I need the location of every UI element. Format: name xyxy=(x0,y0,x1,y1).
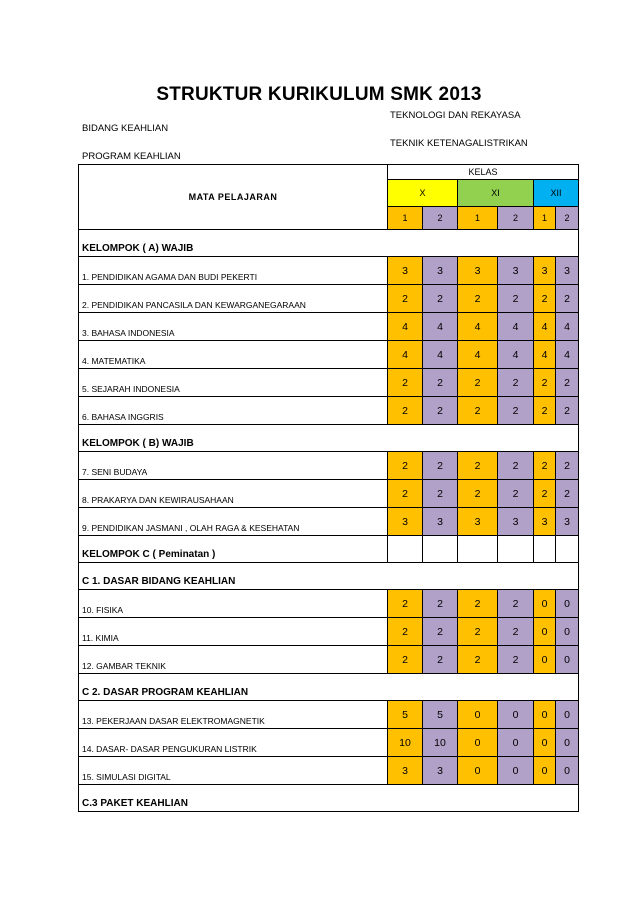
hours-cell: 2 xyxy=(458,397,498,425)
hours-cell: 4 xyxy=(498,341,534,369)
subject-name: 9. PENDIDIKAN JASMANI , OLAH RAGA & KESEHATAN xyxy=(79,508,388,536)
subject-row xyxy=(79,618,579,646)
hours-cell: 3 xyxy=(423,257,458,285)
hours-cell: 4 xyxy=(423,313,458,341)
hours-cell: 10 xyxy=(388,729,423,757)
hours-cell: 3 xyxy=(458,508,498,536)
semester-header: 2 xyxy=(498,207,534,230)
kelas-header: KELAS xyxy=(388,165,579,180)
hours-cell: 2 xyxy=(458,646,498,674)
hours-cell: 4 xyxy=(556,341,579,369)
hours-cell: 0 xyxy=(534,618,556,646)
group-title: C 2. DASAR PROGRAM KEAHLIAN xyxy=(79,674,579,701)
group-title: C.3 PAKET KEAHLIAN xyxy=(79,785,579,812)
subject-name: 3. BAHASA INDONESIA xyxy=(79,313,388,341)
hours-cell: 2 xyxy=(388,646,423,674)
hours-cell: 0 xyxy=(556,646,579,674)
group-row xyxy=(79,536,579,563)
subject-name: 7. SENI BUDAYA xyxy=(79,452,388,480)
hours-cell: 0 xyxy=(556,729,579,757)
semester-header: 1 xyxy=(388,207,423,230)
hours-cell: 4 xyxy=(556,313,579,341)
subject-row xyxy=(79,313,579,341)
hours-cell: 0 xyxy=(556,701,579,729)
hours-cell: 2 xyxy=(556,452,579,480)
hours-cell: 5 xyxy=(388,701,423,729)
hours-cell: 2 xyxy=(534,285,556,313)
hours-cell: 0 xyxy=(498,729,534,757)
subject-row xyxy=(79,257,579,285)
subject-name: 5. SEJARAH INDONESIA xyxy=(79,369,388,397)
hours-cell: 3 xyxy=(498,508,534,536)
hours-cell: 3 xyxy=(556,508,579,536)
hours-cell: 2 xyxy=(534,369,556,397)
hours-cell: 2 xyxy=(534,480,556,508)
subject-name: 8. PRAKARYA DAN KEWIRAUSAHAAN xyxy=(79,480,388,508)
semester-header: 1 xyxy=(458,207,498,230)
group-title: C 1. DASAR BIDANG KEAHLIAN xyxy=(79,563,579,590)
subject-name: 4. MATEMATIKA xyxy=(79,341,388,369)
subject-name: 11. KIMIA xyxy=(79,618,388,646)
hours-cell: 0 xyxy=(458,729,498,757)
subject-row xyxy=(79,480,579,508)
hours-cell: 0 xyxy=(534,757,556,785)
subject-row xyxy=(79,452,579,480)
hours-cell: 4 xyxy=(458,313,498,341)
semester-header: 2 xyxy=(556,207,579,230)
hours-cell: 5 xyxy=(423,701,458,729)
subject-row xyxy=(79,590,579,618)
hours-cell: 0 xyxy=(534,590,556,618)
level-x-header: X xyxy=(388,180,458,207)
subject-name: 14. DASAR- DASAR PENGUKURAN LISTRIK xyxy=(79,729,388,757)
hours-cell: 0 xyxy=(458,701,498,729)
hours-cell: 0 xyxy=(498,701,534,729)
hours-cell: 2 xyxy=(458,452,498,480)
hours-cell: 4 xyxy=(388,313,423,341)
hours-cell: 2 xyxy=(423,618,458,646)
hours-cell: 2 xyxy=(498,618,534,646)
hours-cell: 2 xyxy=(498,452,534,480)
hours-cell: 2 xyxy=(498,590,534,618)
empty-cell xyxy=(423,536,458,563)
subject-row xyxy=(79,397,579,425)
subject-row xyxy=(79,285,579,313)
hours-cell: 3 xyxy=(388,508,423,536)
subject-row xyxy=(79,369,579,397)
bidang-keahlian-label: BIDANG KEAHLIAN xyxy=(82,123,169,134)
subject-row xyxy=(79,729,579,757)
hours-cell: 2 xyxy=(458,480,498,508)
hours-cell: 2 xyxy=(423,452,458,480)
hours-cell: 0 xyxy=(534,646,556,674)
empty-cell xyxy=(388,536,423,563)
subject-name: 1. PENDIDIKAN AGAMA DAN BUDI PEKERTI xyxy=(79,257,388,285)
hours-cell: 4 xyxy=(423,341,458,369)
hours-cell: 2 xyxy=(458,618,498,646)
subject-name: 2. PENDIDIKAN PANCASILA DAN KEWARGANEGARAAN xyxy=(79,285,388,313)
hours-cell: 2 xyxy=(534,452,556,480)
hours-cell: 2 xyxy=(388,590,423,618)
subject-name: 12. GAMBAR TEKNIK xyxy=(79,646,388,674)
hours-cell: 2 xyxy=(388,480,423,508)
hours-cell: 2 xyxy=(498,285,534,313)
subject-row xyxy=(79,646,579,674)
hours-cell: 2 xyxy=(423,285,458,313)
hours-cell: 4 xyxy=(458,341,498,369)
level-xii-header: XII xyxy=(534,180,579,207)
subject-name: 13. PEKERJAAN DASAR ELEKTROMAGNETIK xyxy=(79,701,388,729)
hours-cell: 3 xyxy=(423,508,458,536)
hours-cell: 2 xyxy=(458,369,498,397)
group-title: KELOMPOK ( B) WAJIB xyxy=(79,425,579,452)
hours-cell: 2 xyxy=(423,397,458,425)
program-keahlian-value: TEKNIK KETENAGALISTRIKAN xyxy=(390,138,528,149)
empty-cell xyxy=(556,536,579,563)
hours-cell: 0 xyxy=(556,590,579,618)
hours-cell: 4 xyxy=(388,341,423,369)
hours-cell: 0 xyxy=(534,729,556,757)
subject-name: 10. FISIKA xyxy=(79,590,388,618)
hours-cell: 2 xyxy=(498,397,534,425)
hours-cell: 2 xyxy=(556,480,579,508)
hours-cell: 2 xyxy=(534,397,556,425)
level-xi-header: XI xyxy=(458,180,534,207)
hours-cell: 2 xyxy=(458,285,498,313)
bidang-keahlian-value: TEKNOLOGI DAN REKAYASA xyxy=(390,110,521,121)
hours-cell: 2 xyxy=(388,285,423,313)
empty-cell xyxy=(458,536,498,563)
hours-cell: 0 xyxy=(556,618,579,646)
hours-cell: 2 xyxy=(556,369,579,397)
hours-cell: 3 xyxy=(458,257,498,285)
hours-cell: 2 xyxy=(423,590,458,618)
hours-cell: 2 xyxy=(498,480,534,508)
hours-cell: 2 xyxy=(388,618,423,646)
hours-cell: 2 xyxy=(388,452,423,480)
hours-cell: 2 xyxy=(556,285,579,313)
empty-cell xyxy=(498,536,534,563)
hours-cell: 3 xyxy=(498,257,534,285)
hours-cell: 0 xyxy=(534,701,556,729)
subject-row xyxy=(79,508,579,536)
subject-row xyxy=(79,341,579,369)
group-title: KELOMPOK ( A) WAJIB xyxy=(79,230,579,257)
subject-row xyxy=(79,701,579,729)
hours-cell: 3 xyxy=(423,757,458,785)
mata-pelajaran-header: MATA PELAJARAN xyxy=(79,165,388,230)
hours-cell: 3 xyxy=(388,757,423,785)
hours-cell: 2 xyxy=(458,590,498,618)
group-row xyxy=(79,785,579,812)
hours-cell: 3 xyxy=(556,257,579,285)
hours-cell: 2 xyxy=(388,397,423,425)
hours-cell: 0 xyxy=(498,757,534,785)
hours-cell: 3 xyxy=(388,257,423,285)
hours-cell: 2 xyxy=(556,397,579,425)
hours-cell: 0 xyxy=(556,757,579,785)
hours-cell: 4 xyxy=(498,313,534,341)
hours-cell: 2 xyxy=(423,369,458,397)
hours-cell: 2 xyxy=(423,480,458,508)
hours-cell: 2 xyxy=(388,369,423,397)
page-title: STRUKTUR KURIKULUM SMK 2013 xyxy=(156,84,482,105)
hours-cell: 4 xyxy=(534,313,556,341)
hours-cell: 0 xyxy=(458,757,498,785)
group-row xyxy=(79,425,579,452)
hours-cell: 3 xyxy=(534,257,556,285)
hours-cell: 10 xyxy=(423,729,458,757)
group-row xyxy=(79,230,579,257)
hours-cell: 2 xyxy=(423,646,458,674)
group-row xyxy=(79,674,579,701)
curriculum-table xyxy=(78,164,579,812)
hours-cell: 2 xyxy=(498,646,534,674)
group-row xyxy=(79,563,579,590)
subject-name: 15. SIMULASI DIGITAL xyxy=(79,757,388,785)
semester-header: 2 xyxy=(423,207,458,230)
hours-cell: 4 xyxy=(534,341,556,369)
subject-name: 6. BAHASA INGGRIS xyxy=(79,397,388,425)
empty-cell xyxy=(534,536,556,563)
program-keahlian-label: PROGRAM KEAHLIAN xyxy=(82,151,181,162)
subject-row xyxy=(79,757,579,785)
semester-header: 1 xyxy=(534,207,556,230)
hours-cell: 3 xyxy=(534,508,556,536)
group-title: KELOMPOK C ( Peminatan ) xyxy=(79,536,388,563)
hours-cell: 2 xyxy=(498,369,534,397)
